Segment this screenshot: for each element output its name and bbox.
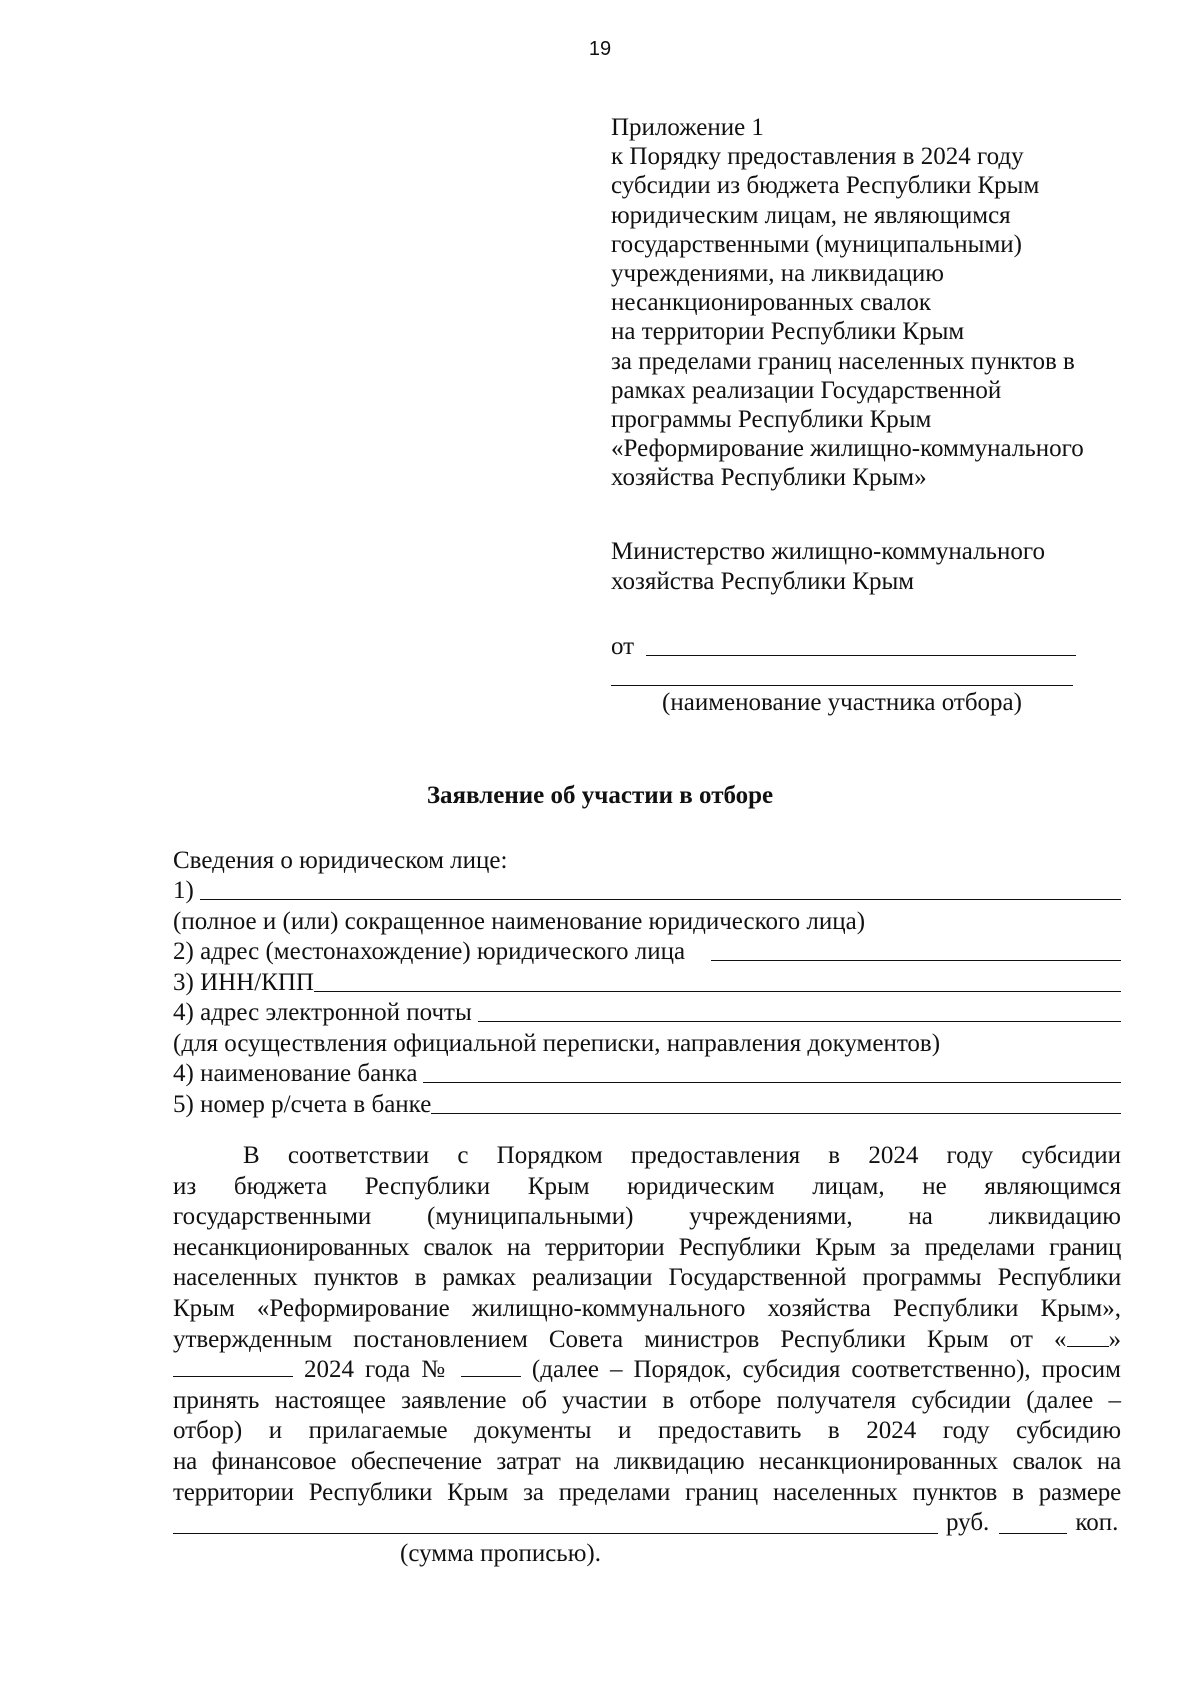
appendix-line: за пределами границ населенных пунктов в <box>611 347 1075 375</box>
from-row <box>611 631 1076 661</box>
legal-entity-fields <box>173 844 1121 1119</box>
appendix-line: на территории Республики Крым <box>611 318 965 346</box>
sum-caption-row <box>173 1539 1121 1570</box>
field-bank-row <box>173 1058 1121 1089</box>
field-bank-line[interactable] <box>423 1082 1121 1083</box>
field-address-label: 2) адрес (местонахождение) юридического лица <box>173 938 686 965</box>
from-input-line[interactable] <box>646 655 1076 656</box>
field-name-caption-row <box>173 905 1121 936</box>
decree-month-blank[interactable] <box>173 1356 293 1377</box>
appendix-line: «Реформирование жилищно-коммунального <box>611 435 1084 463</box>
appendix-header <box>611 113 1131 493</box>
body-line: В соответствии с Порядком предоставления в 2024 году субсидии <box>243 1142 1121 1169</box>
field-email-line[interactable] <box>478 1021 1121 1022</box>
body-line-date-text: утвержденным постановлением Совета министров Республики Крым от « <box>173 1325 1067 1353</box>
amount-rub-line[interactable] <box>173 1533 938 1534</box>
body-line: принять настоящее заявление об участии в отборе получателя субсидии (далее – <box>173 1386 1121 1414</box>
rub-label: руб. <box>946 1509 990 1537</box>
body-line: Крым «Реформирование жилищно-коммунального хозяйства Республики Крым», <box>173 1294 1121 1322</box>
participant-name-caption: (наименование участника отбора) <box>662 689 1022 716</box>
field-name-caption: (полное и (или) сокращенное наименование юридического лица) <box>173 907 866 935</box>
field-email-label: 4) адрес электронной почты <box>173 999 472 1026</box>
kop-label: коп. <box>1075 1509 1119 1537</box>
addressee-line-2: хозяйства Республики Крым <box>611 568 915 595</box>
amount-kop-line[interactable] <box>999 1533 1067 1534</box>
body-line-number <box>173 1355 1121 1386</box>
appendix-line: государственными (муниципальными) <box>611 230 1022 258</box>
body-line: несанкционированных свалок на территории Республики Крым за пределами границ <box>173 1233 1121 1261</box>
field-name-label: 1) <box>173 877 194 904</box>
appendix-line: юридическим лицам, не являющимся <box>611 201 1011 229</box>
decree-day-blank[interactable] <box>1067 1326 1109 1347</box>
from-label: от <box>611 633 635 660</box>
fields-heading: Сведения о юридическом лице: <box>173 846 508 874</box>
appendix-line: субсидии из бюджета Республики Крым <box>611 172 1040 200</box>
addressee <box>611 537 1131 597</box>
body-line: государственными (муниципальными) учреждениями, на ликвидацию <box>173 1203 1121 1231</box>
decree-number-blank[interactable] <box>461 1356 521 1377</box>
appendix-line: учреждениями, на ликвидацию <box>611 260 944 288</box>
field-address-line[interactable] <box>711 960 1121 961</box>
appendix-line: несанкционированных свалок <box>611 289 932 317</box>
appendix-line: программы Республики Крым <box>611 406 932 434</box>
body-line: территории Республики Крым за пределами границ населенных пунктов в размере <box>173 1478 1121 1506</box>
appendix-line: Приложение 1 <box>611 114 764 141</box>
body-line-date <box>173 1325 1121 1356</box>
field-inn-row <box>173 966 1121 997</box>
addressee-line-1: Министерство жилищно-коммунального <box>611 538 1045 565</box>
field-email-caption-row <box>173 1027 1121 1058</box>
body-year-text: 2024 года № <box>304 1356 450 1384</box>
field-bank-label: 4) наименование банка <box>173 1060 418 1087</box>
body-line: на финансовое обеспечение затрат на ликвидацию несанкционированных свалок на <box>173 1447 1121 1475</box>
appendix-line: рамках реализации Государственной <box>611 376 1002 404</box>
field-address-row <box>173 936 1121 967</box>
document-title: Заявление об участии в отборе <box>426 782 774 809</box>
field-account-line[interactable] <box>431 1113 1121 1114</box>
field-inn-label: 3) ИНН/КПП <box>173 968 314 996</box>
body-line: из бюджета Республики Крым юридическим лицам, не являющимся <box>173 1172 1121 1200</box>
fields-heading-row <box>173 844 1121 875</box>
body-line: отбор) и прилагаемые документы и предоставить в 2024 году субсидию <box>173 1417 1121 1445</box>
field-account-row <box>173 1088 1121 1119</box>
field-name-row <box>173 875 1121 906</box>
amount-row <box>173 1508 1121 1539</box>
field-account-label: 5) номер р/счета в банке <box>173 1090 432 1118</box>
field-email-row <box>173 997 1121 1028</box>
participant-name-line[interactable] <box>611 685 1073 686</box>
body-paragraph <box>173 1141 1121 1569</box>
field-name-line[interactable] <box>200 899 1121 900</box>
body-line-date-quote: » <box>1108 1325 1121 1353</box>
sum-caption: (сумма прописью). <box>400 1539 601 1567</box>
field-email-caption: (для осуществления официальной переписки, направления документов) <box>173 1029 941 1057</box>
appendix-line: к Порядку предоставления в 2024 году <box>611 143 1024 171</box>
field-inn-line[interactable] <box>314 991 1121 992</box>
page-number: 19 <box>588 38 612 60</box>
body-line-number-text: (далее – Порядок, субсидия соответственно), просим <box>531 1356 1121 1384</box>
appendix-line: хозяйства Республики Крым» <box>611 464 927 492</box>
body-line: населенных пунктов в рамках реализации Государственной программы Республики <box>173 1264 1121 1292</box>
